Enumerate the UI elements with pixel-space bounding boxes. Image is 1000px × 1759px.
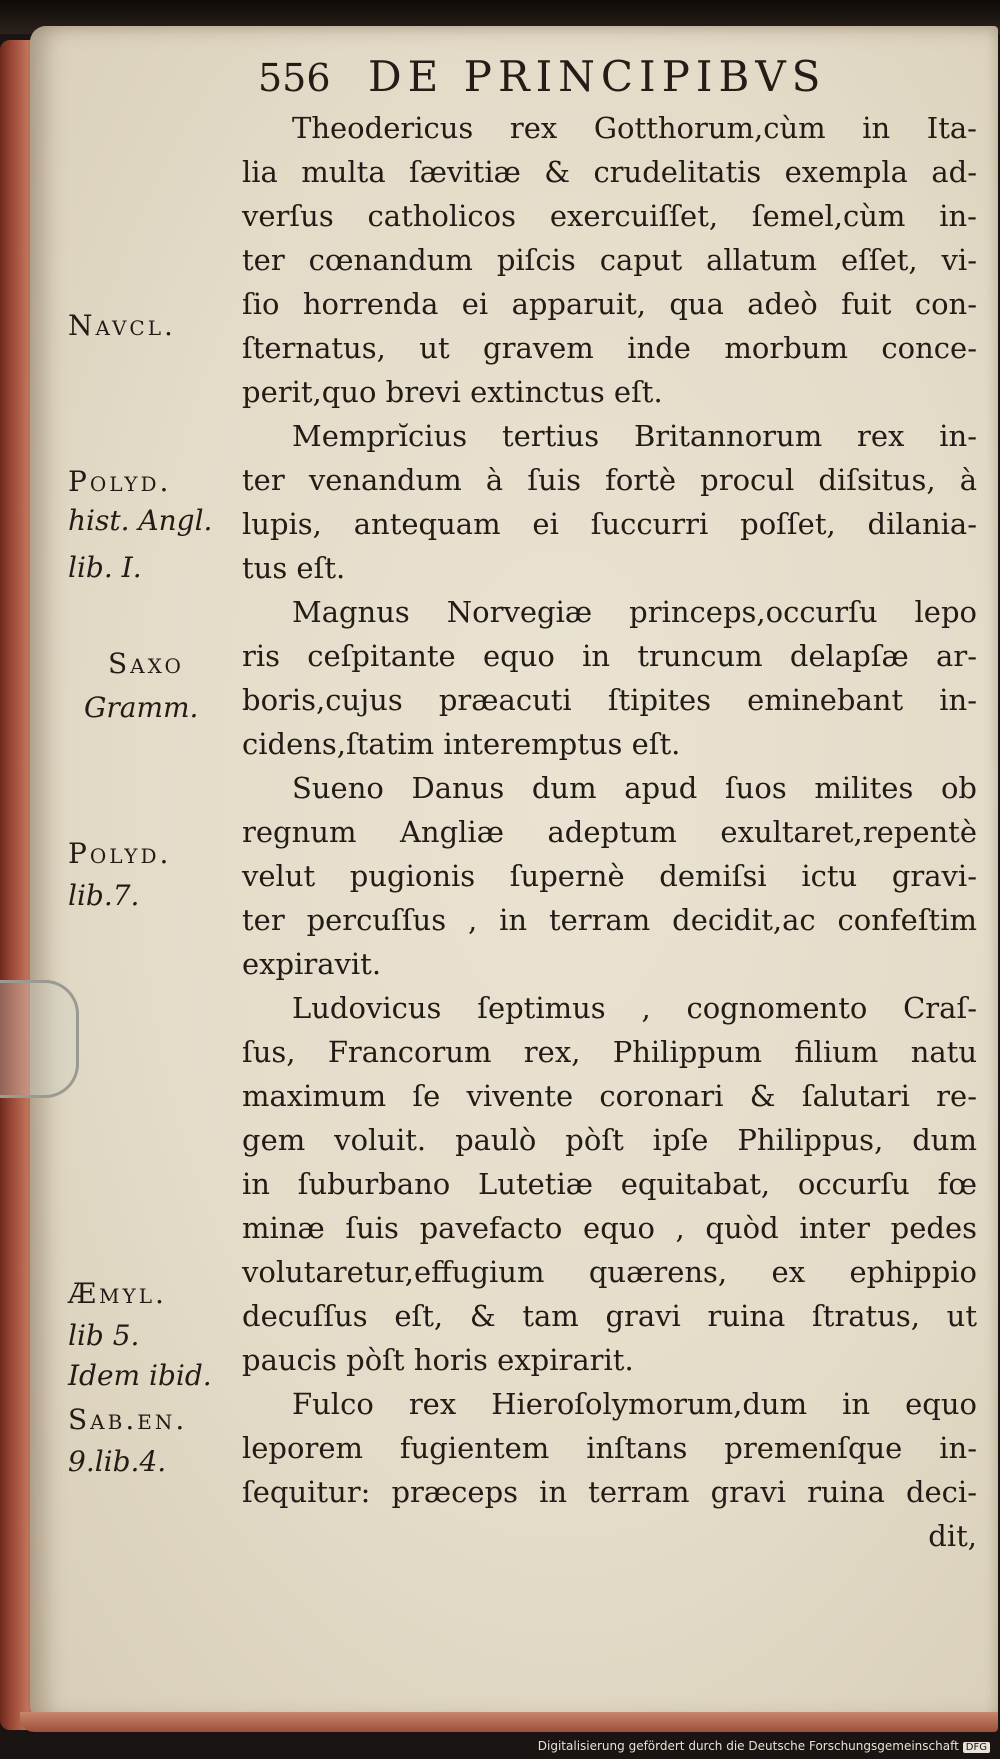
- text-line: ris ceſpitante equo in truncum delapſæ ar-: [242, 639, 977, 673]
- text-line: Magnus Norvegiæ princeps,occurſu lepo: [292, 595, 977, 629]
- text-line: decuſſus eſt, & tam gravi ruina ſtratus, ut: [242, 1299, 977, 1333]
- running-title: DE PRINCIPIBVS: [368, 52, 827, 101]
- text-line: minæ ſuis pavefacto equo , quòd inter pedes: [242, 1211, 977, 1245]
- text-line: ter percuſſus , in terram decidit,ac confeſtim: [242, 903, 977, 937]
- text-line: ter cœnandum piſcis caput allatum eſſet, vi-: [242, 243, 977, 277]
- text-line: expiravit.: [242, 947, 382, 981]
- digitization-credit: [538, 1739, 990, 1753]
- text-line: paucis pòſt horis expirarit.: [242, 1343, 634, 1377]
- margin-note: Æmyl.: [68, 1277, 167, 1310]
- margin-note: lib. I.: [68, 551, 142, 584]
- text-line: regnum Angliæ adeptum exultaret,repentè: [242, 815, 977, 849]
- text-line: ſequitur: præceps in terram gravi ruina deci-: [242, 1475, 977, 1509]
- text-line: verſus catholicos exercuiſſet, ſemel,cùm in-: [242, 199, 977, 233]
- margin-note: 9.lib.4.: [68, 1445, 167, 1478]
- text-line: Sueno Danus dum apud ſuos milites ob: [292, 771, 977, 805]
- text-line: leporem fugientem inſtans premenſque in-: [242, 1431, 977, 1465]
- margin-note: Saxo: [108, 647, 184, 680]
- text-line: Theodericus rex Gotthorum,cùm in Ita-: [292, 111, 977, 145]
- margin-note: lib 5.: [68, 1319, 140, 1352]
- text-line: velut pugionis ſupernè demiſsi ictu gravi-: [242, 859, 977, 893]
- text-line: perit,quo brevi extinctus eſt.: [242, 375, 663, 409]
- text-line: cidens,ſtatim interemptus eſt.: [242, 727, 681, 761]
- text-line: lia multa ſævitiæ & crudelitatis exempla ad-: [242, 155, 977, 189]
- text-line: boris,cujus præacuti ſtipites eminebant in-: [242, 683, 977, 717]
- text-line: in ſuburbano Lutetiæ equitabat, occurſu fœ: [242, 1167, 977, 1201]
- margin-note: Navcl.: [68, 309, 176, 342]
- text-line: ſus, Francorum rex, Philippum filium natu: [242, 1035, 977, 1069]
- text-line: Ludovicus ſeptimus , cognomento Craſ-: [292, 991, 977, 1025]
- text-line: Fulco rex Hieroſolymorum,dum in equo: [292, 1387, 977, 1421]
- margin-note: hist. Angl.: [68, 504, 213, 537]
- page-number: 556: [258, 56, 331, 100]
- text-line: maximum ſe vivente coronari & ſalutari re-: [242, 1079, 977, 1113]
- text-line: lupis, antequam ei ſuccurri poſſet, dilania-: [242, 507, 977, 541]
- margin-note: Polyd.: [68, 465, 172, 498]
- catchword: dit,: [928, 1519, 977, 1553]
- text-line: gem voluit. paulò pòſt ipſe Philippus, dum: [242, 1123, 977, 1157]
- text-line: ſternatus, ut gravem inde morbum conce-: [242, 331, 977, 365]
- text-line: ſio horrenda ei apparuit, qua adeò fuit con-: [242, 287, 977, 321]
- text-line: ter venandum à ſuis fortè procul diſsitus, à: [242, 463, 977, 497]
- credit-text: Digitalisierung gefördert durch die Deutsche Forschungsgemeinschaft: [537, 1739, 959, 1753]
- margin-note: Sab.en.: [68, 1403, 188, 1436]
- dfg-logo: DFG: [963, 1742, 990, 1753]
- margin-note: lib.7.: [68, 879, 140, 912]
- text-line: tus eſt.: [242, 551, 346, 585]
- text-line: volutaretur,effugium quærens, ex ephippio: [242, 1255, 977, 1289]
- margin-note: Gramm.: [84, 691, 199, 724]
- text-line: Memprĭcius tertius Britannorum rex in-: [292, 419, 977, 453]
- margin-note: Polyd.: [68, 837, 172, 870]
- margin-note: Idem ibid.: [68, 1359, 212, 1392]
